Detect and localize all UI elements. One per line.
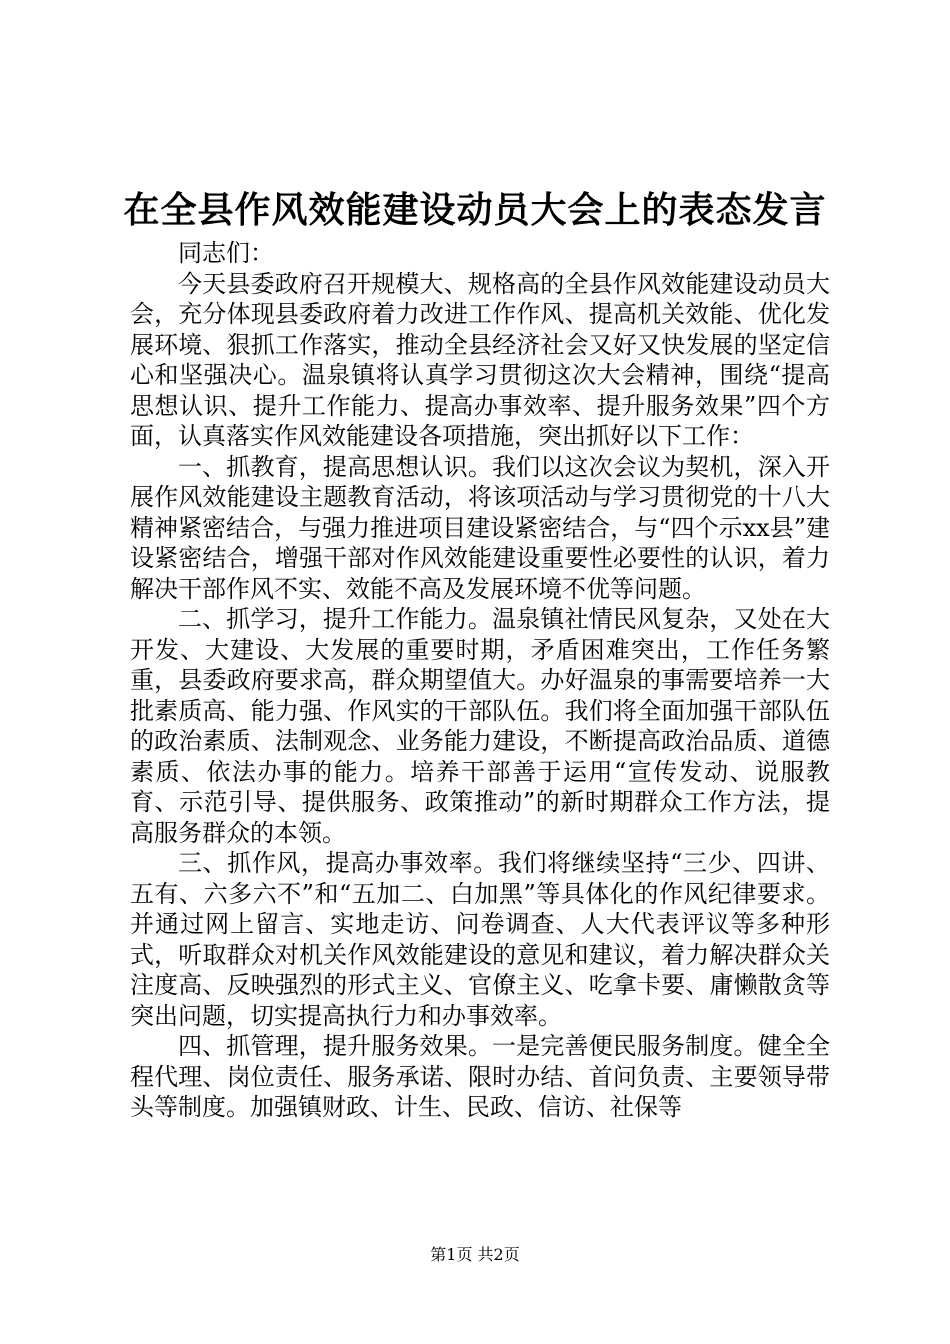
greeting: 同志们： [178, 239, 274, 267]
page-number: 第1页 共2页 [430, 1245, 520, 1264]
document-body [130, 238, 830, 1123]
paragraph-learning: 二、抓学习，提升工作能力。温泉镇社情民风复杂，又处在大开发、大建设、大发展的重要时期，矛盾困难突出，工作任务繁重，县委政府要求高，群众期望值大。办好温泉的事需要培养一大批素质高、能力强、作风实的干部队伍。我们将全面加强干部队伍的政治素质、法制观念、业务能力建设，不断提高政治品质、道德素质、依法办事的能力。培养干部善于运用“宣传发动、说服教育、示范引导、提供服务、政策推动”的新时期群众工作方法，提高服务群众的本领。 [130, 605, 830, 847]
paragraph-education: 一、抓教育，提高思想认识。我们以这次会议为契机，深入开展作风效能建设主题教育活动，将该项活动与学习贯彻党的十八大精神紧密结合，与强力推进项目建设紧密结合，与“四个示xx县”建设紧密结合，增强干部对作风效能建设重要性必要性的认识，着力解决干部作风不实、效能不高及发展环境不优等问题。 [130, 452, 830, 603]
paragraph-management: 四、抓管理，提升服务效果。一是完善便民服务制度。健全全程代理、岗位责任、服务承诺、限时办结、首问负责、主要领导带头等制度。加强镇财政、计生、民政、信访、社保等 [130, 1032, 830, 1121]
page-title: 在全县作风效能建设动员大会上的表态发言 [123, 189, 827, 231]
paragraph-style: 三、抓作风，提高办事效率。我们将继续坚持“三少、四讲、五有、六多六不”和“五加二、白加黑”等具体化的作风纪律要求。并通过网上留言、实地走访、问卷调查、人大代表评议等多种形式，听取群众对机关作风效能建设的意见和建议，着力解决群众关注度高、反映强烈的形式主义、官僚主义、吃拿卡要、庸懒散贪等突出问题，切实提高执行力和办事效率。 [130, 849, 830, 1030]
paragraph-intro: 今天县委政府召开规模大、规格高的全县作风效能建设动员大会，充分体现县委政府着力改进工作作风、提高机关效能、优化发展环境、狠抓工作落实，推动全县经济社会又好又快发展的坚定信心和坚强决心。温泉镇将认真学习贯彻这次大会精神，围绕“提高思想认识、提升工作能力、提高办事效率、提升服务效果”四个方面，认真落实作风效能建设各项措施，突出抓好以下工作： [130, 269, 830, 450]
